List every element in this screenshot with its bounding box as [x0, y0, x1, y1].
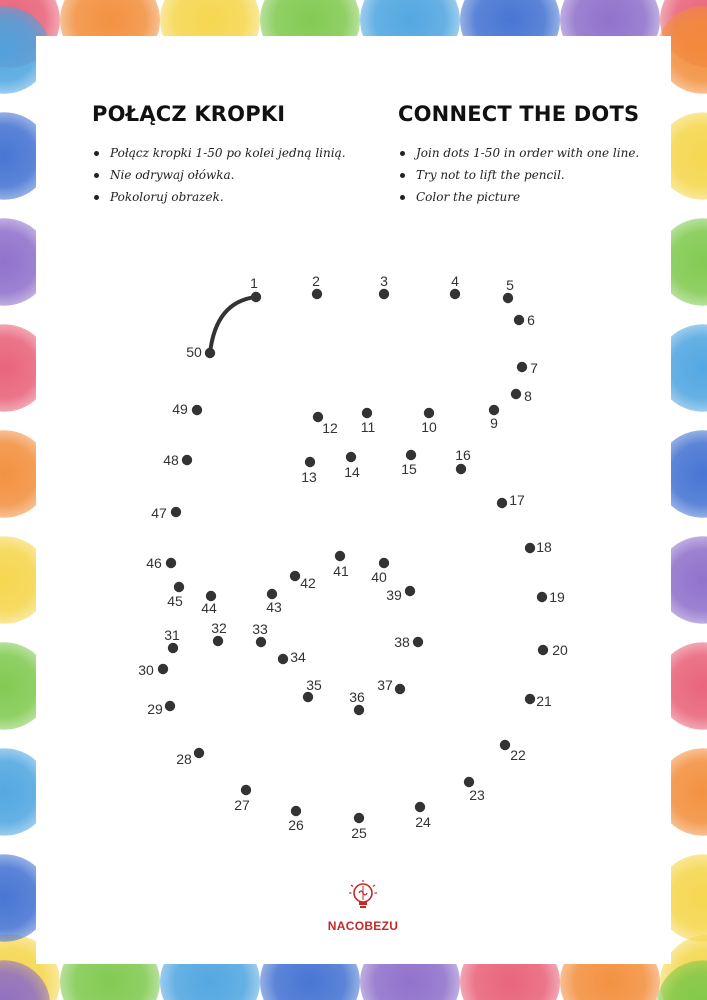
- dot-label-2: 2: [312, 273, 320, 289]
- dot-label-46: 46: [146, 555, 162, 571]
- dot-label-7: 7: [530, 360, 538, 376]
- dot-2: [312, 289, 322, 299]
- dot-45: [174, 582, 184, 592]
- dot-47: [171, 507, 181, 517]
- dot-label-11: 11: [360, 419, 376, 435]
- dot-5: [503, 293, 513, 303]
- dot-43: [267, 589, 277, 599]
- dot-label-8: 8: [524, 388, 532, 404]
- dot-label-27: 27: [234, 797, 250, 813]
- dot-label-34: 34: [290, 649, 306, 665]
- dot-label-1: 1: [250, 275, 258, 291]
- dot-label-17: 17: [509, 492, 525, 508]
- dot-31: [168, 643, 178, 653]
- dot-6: [514, 315, 524, 325]
- instruction-item: Try not to lift the pencil.: [398, 164, 639, 186]
- dot-27: [241, 785, 251, 795]
- instruction-item: Połącz kropki 1-50 po kolei jedną linią.: [92, 142, 346, 164]
- dot-26: [291, 806, 301, 816]
- dot-42: [290, 571, 300, 581]
- dot-label-5: 5: [506, 277, 514, 293]
- dot-label-22: 22: [510, 747, 526, 763]
- dot-11: [362, 408, 372, 418]
- heading-english: CONNECT THE DOTS: [398, 102, 640, 126]
- logo-text: NACOBEZU: [327, 919, 399, 933]
- dot-label-41: 41: [333, 563, 349, 579]
- dot-label-39: 39: [386, 587, 402, 603]
- dot-7: [517, 362, 527, 372]
- dot-label-6: 6: [527, 312, 535, 328]
- dot-29: [165, 701, 175, 711]
- dot-9: [489, 405, 499, 415]
- dot-label-35: 35: [306, 677, 322, 693]
- dot-label-45: 45: [167, 593, 183, 609]
- dot-19: [537, 592, 547, 602]
- dot-label-20: 20: [552, 642, 568, 658]
- lightbulb-brain-icon: [348, 880, 378, 914]
- dot-39: [405, 586, 415, 596]
- dot-40: [379, 558, 389, 568]
- dot-35: [303, 692, 313, 702]
- dot-label-18: 18: [536, 539, 552, 555]
- instruction-item: Color the picture: [398, 186, 639, 208]
- dot-20: [538, 645, 548, 655]
- dot-label-13: 13: [301, 469, 317, 485]
- dot-label-19: 19: [549, 589, 565, 605]
- dot-25: [354, 813, 364, 823]
- dot-22: [500, 740, 510, 750]
- dot-37: [395, 684, 405, 694]
- dot-34: [278, 654, 288, 664]
- dot-8: [511, 389, 521, 399]
- dot-label-10: 10: [421, 419, 437, 435]
- dot-label-31: 31: [164, 627, 180, 643]
- dot-label-3: 3: [380, 273, 388, 289]
- dot-33: [256, 637, 266, 647]
- dot-label-15: 15: [401, 461, 417, 477]
- dot-32: [213, 636, 223, 646]
- dot-label-38: 38: [394, 634, 410, 650]
- dot-28: [194, 748, 204, 758]
- dots-layer: [138, 273, 568, 841]
- dot-49: [192, 405, 202, 415]
- dot-label-24: 24: [415, 814, 431, 830]
- dot-46: [166, 558, 176, 568]
- dot-label-43: 43: [266, 599, 282, 615]
- dot-label-28: 28: [176, 751, 192, 767]
- dot-label-37: 37: [377, 677, 393, 693]
- dot-label-47: 47: [151, 505, 167, 521]
- dot-label-16: 16: [455, 447, 471, 463]
- heading-polish: POŁĄCZ KROPKI: [92, 102, 286, 126]
- starter-line: [210, 297, 256, 353]
- dot-21: [525, 694, 535, 704]
- dot-label-48: 48: [163, 452, 179, 468]
- dot-48: [182, 455, 192, 465]
- dot-label-25: 25: [351, 825, 367, 841]
- dot-13: [305, 457, 315, 467]
- dot-label-4: 4: [451, 273, 459, 289]
- logo: [318, 880, 408, 933]
- dot-36: [354, 705, 364, 715]
- dot-label-33: 33: [252, 621, 268, 637]
- dot-10: [424, 408, 434, 418]
- dot-label-44: 44: [201, 600, 217, 616]
- dot-17: [497, 498, 507, 508]
- dot-23: [464, 777, 474, 787]
- dot-label-32: 32: [211, 620, 227, 636]
- dot-30: [158, 664, 168, 674]
- dot-24: [415, 802, 425, 812]
- dot-label-21: 21: [536, 693, 552, 709]
- dot-3: [379, 289, 389, 299]
- dot-label-14: 14: [344, 464, 360, 480]
- dot-label-26: 26: [288, 817, 304, 833]
- dot-label-40: 40: [371, 569, 387, 585]
- dot-label-23: 23: [469, 787, 485, 803]
- dot-label-49: 49: [172, 401, 188, 417]
- dot-1: [251, 292, 261, 302]
- dot-16: [456, 464, 466, 474]
- dot-label-9: 9: [490, 415, 498, 431]
- dot-label-50: 50: [186, 344, 202, 360]
- dot-label-36: 36: [349, 689, 365, 705]
- dot-label-12: 12: [322, 420, 338, 436]
- dot-38: [413, 637, 423, 647]
- dot-14: [346, 452, 356, 462]
- dot-label-29: 29: [147, 701, 163, 717]
- instruction-item: Nie odrywaj ołówka.: [92, 164, 346, 186]
- instruction-item: Join dots 1-50 in order with one line.: [398, 142, 639, 164]
- dot-18: [525, 543, 535, 553]
- dot-4: [450, 289, 460, 299]
- dot-label-30: 30: [138, 662, 154, 678]
- dot-label-42: 42: [300, 575, 316, 591]
- dot-50: [205, 348, 215, 358]
- dot-41: [335, 551, 345, 561]
- dot-15: [406, 450, 416, 460]
- instruction-item: Pokoloruj obrazek.: [92, 186, 346, 208]
